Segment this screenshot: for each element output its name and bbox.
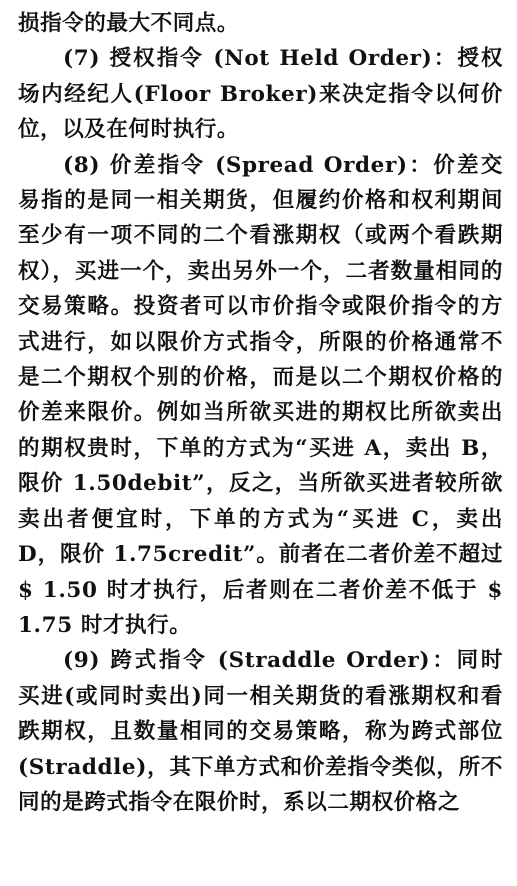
paragraph-continuation: 损指令的最大不同点。 xyxy=(18,11,240,36)
paragraph-not-held-order: (7) 授权指令 (Not Held Order)：授权场内经纪人(Floor Broker)来决定指令以何价位，以及在何时执行。 xyxy=(18,46,503,143)
paragraph-straddle-order: (9) 跨式指令 (Straddle Order)：同时买进(或同时卖出)同一相关期货的看涨期权和看跌期权，且数量相同的交易策略，称为跨式部位(Straddle)，其下单方式和价差指令类似，所不同的是跨式指令在限价时，系以二期权价格之 xyxy=(18,648,503,815)
paragraph-spread-order: (8) 价差指令 (Spread Order)：价差交易指的是同一相关期货，但履约价格和权利期间至少有一项不同的二个看涨期权（或两个看跌期权），买进一个，卖出另外一个，二者数量相同的交易策略。投资者可以市价指令或限价指令的方式进行，如以限价方式指令，所限的价格通常不是二个期权个别的价格，而是以二个期权价格的价差来限价。例如当所欲买进的期权比所欲卖出的期权贵时，下单的方式为“买进 A，卖出 B，限价 1.50debit”，反之，当所欲买进者较所欲卖出者便宜时，下单的方式为“买进 C，卖出 D，限价 1.75credit”。前者在二者价差不超过 $ 1.50 时才执行，后者则在二者价差不低于 $ 1.75 时才执行。 xyxy=(18,152,503,638)
